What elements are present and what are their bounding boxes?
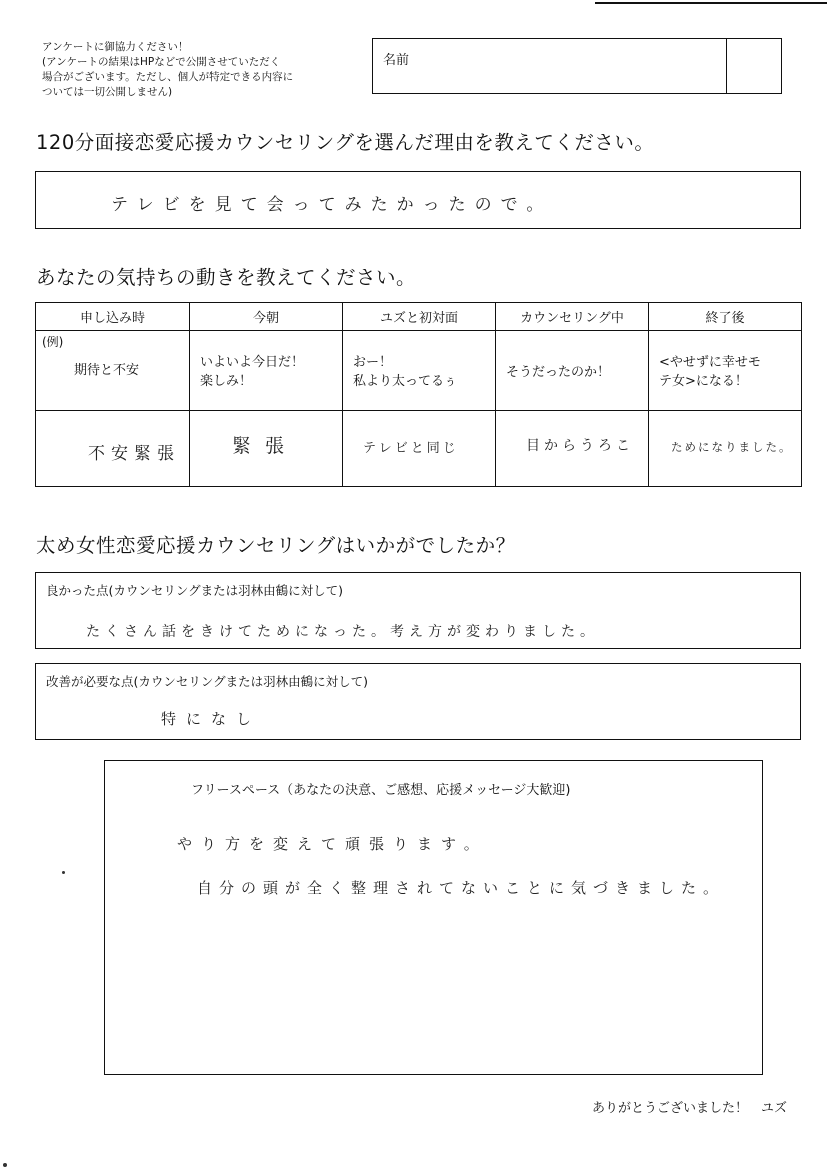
example-cell-first-meeting	[343, 331, 496, 411]
notice-line-3: 場合がございます。ただし、個人が特定できる内容に	[42, 71, 294, 83]
example-apply: 期待と不安	[74, 363, 140, 378]
good-points-answer: たくさん話をきけてためになった。考え方が変わりました。	[86, 624, 599, 640]
answer-after: ためになりました。	[671, 440, 793, 454]
example-key: (例)	[42, 335, 64, 349]
col-header-first-meeting: ユズと初対面	[343, 303, 496, 331]
example-cell-apply	[36, 331, 190, 411]
example-cell-morning	[190, 331, 343, 411]
free-space-box[interactable]	[104, 760, 763, 1075]
answer-morning: 緊張	[232, 435, 299, 457]
col-header-this-morning: 今朝	[190, 303, 343, 331]
q3-heading: 太め女性恋愛応援カウンセリングはいかがでしたか？	[36, 534, 516, 557]
answer-apply: 不安緊張	[88, 444, 180, 464]
answer-first-meeting: テレビと同じ	[363, 441, 459, 456]
free-space-line-2: 自分の頭が全く整理されてないことに気づきました。	[197, 879, 726, 897]
col-header-after: 終了後	[649, 303, 802, 331]
good-points-label: 良かった点(カウンセリングまたは羽林由鶴に対して)	[46, 583, 344, 598]
improvement-label: 改善が必要な点(カウンセリングまたは羽林由鶴に対して)	[46, 674, 369, 689]
name-box-divider	[726, 39, 727, 93]
scan-mark	[3, 1163, 7, 1167]
example-after: <やせずに幸せモ テ女>になる！	[659, 355, 761, 389]
survey-notice	[42, 40, 372, 100]
col-header-apply: 申し込み時	[36, 303, 190, 331]
answer-cell-apply[interactable]	[36, 411, 190, 487]
example-cell-during	[496, 331, 649, 411]
example-during: そうだったのか！	[506, 365, 611, 380]
notice-line-4: ついては一切公開しません)	[42, 86, 173, 98]
improvement-box[interactable]	[35, 663, 801, 740]
q1-heading: 120分面接恋愛応援カウンセリングを選んだ理由を教えてください。	[36, 131, 655, 154]
example-first-meeting: おー！ 私より太ってるぅ	[353, 355, 458, 389]
answer-cell-after[interactable]	[649, 411, 802, 487]
answer-cell-first-meeting[interactable]	[343, 411, 496, 487]
top-rule	[595, 2, 827, 4]
q2-heading: あなたの気持ちの動きを教えてください。	[36, 266, 417, 289]
feelings-table	[35, 302, 802, 487]
example-morning: いよいよ今日だ！ 楽しみ！	[200, 355, 305, 389]
free-space-line-1: やり方を変えて頑張ります。	[177, 835, 488, 853]
answer-cell-during[interactable]	[496, 411, 649, 487]
answer-during: 目からうろこ	[526, 438, 634, 454]
good-points-box[interactable]	[35, 572, 801, 649]
name-label: 名前	[383, 53, 410, 68]
notice-line-2: (アンケートの結果はHPなどで公開させていただく	[42, 56, 281, 68]
notice-line-1: アンケートに御協力ください！	[42, 41, 189, 53]
q1-answer-box[interactable]	[35, 171, 801, 229]
q1-answer-text: テレビを見て会ってみたかったので。	[111, 195, 553, 215]
example-cell-after	[649, 331, 802, 411]
thanks-message: ありがとうございました！ ユズ	[591, 1101, 787, 1116]
improvement-answer: 特になし	[161, 710, 262, 728]
col-header-during-counseling: カウンセリング中	[496, 303, 649, 331]
free-space-label: フリースペース（あなたの決意、ご感想、応援メッセージ大歓迎)	[191, 783, 571, 798]
name-field[interactable]	[372, 38, 782, 94]
stray-mark	[62, 871, 65, 874]
answer-cell-morning[interactable]	[190, 411, 343, 487]
